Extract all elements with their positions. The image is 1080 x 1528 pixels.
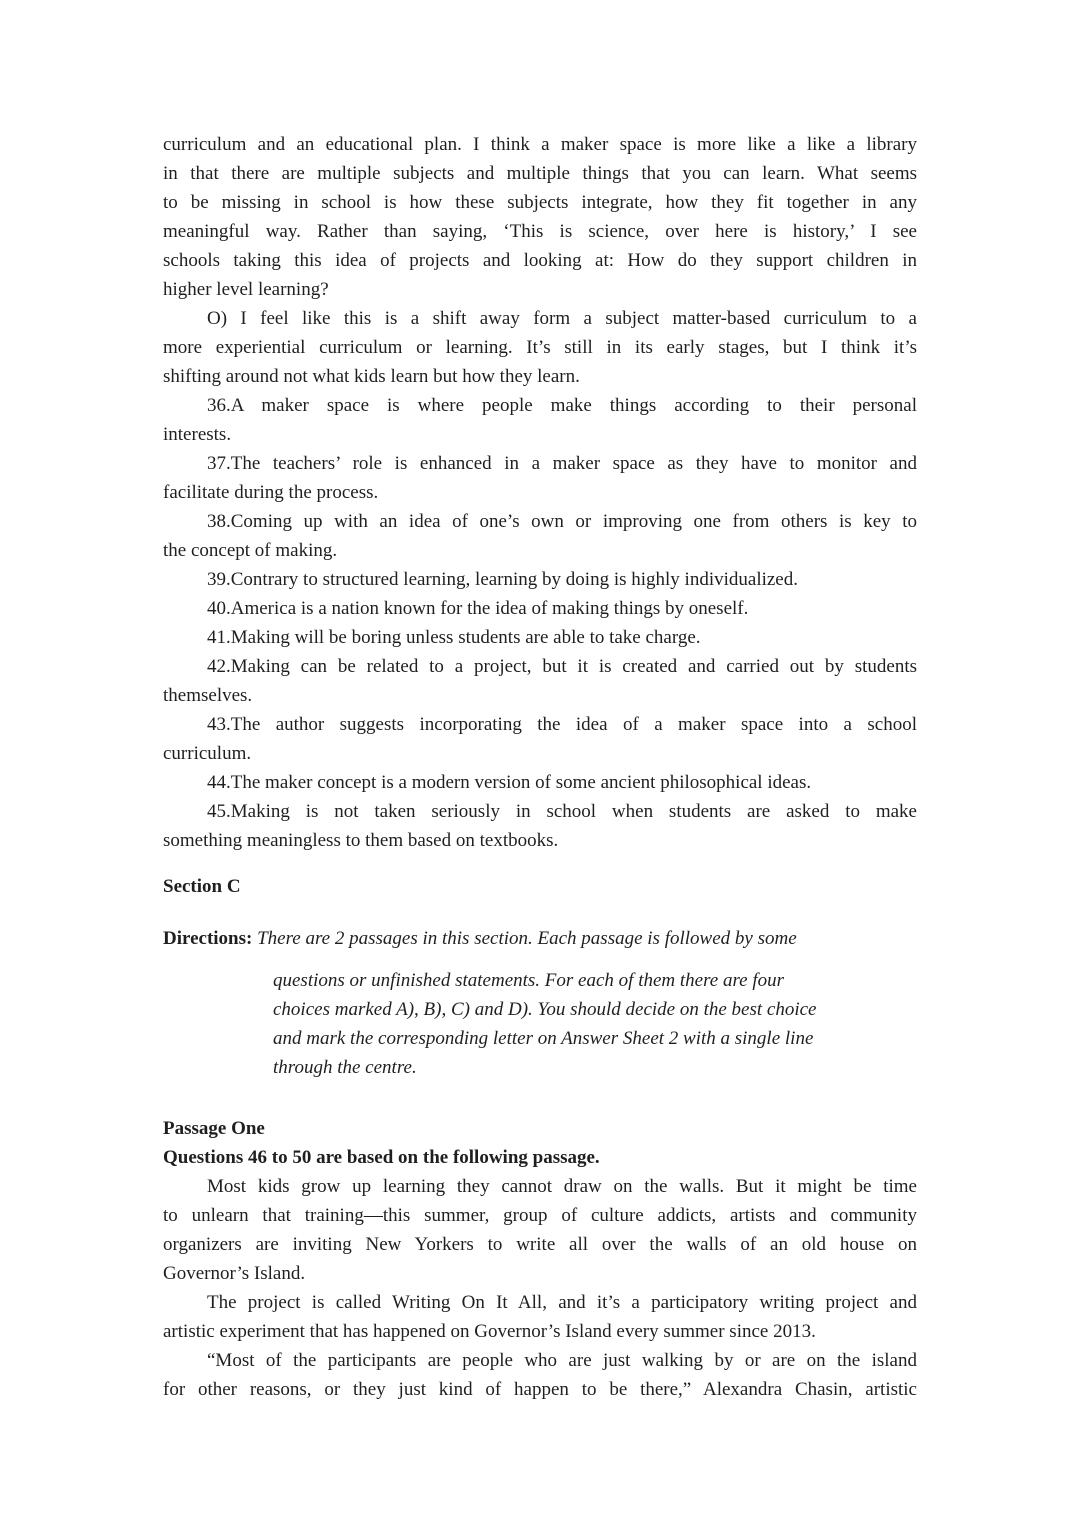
directions-continuation-line — [163, 1053, 917, 1082]
paragraph-item-o-line — [163, 362, 917, 391]
text-run: meaningful way. Rather than saying, ‘This is science, over here is history,’ I see — [163, 221, 917, 242]
statement-43 — [163, 710, 917, 768]
text-run: artistic experiment that has happened on Governor’s Island every summer since 2013. — [163, 1321, 816, 1342]
passage-paragraph-3-line — [163, 1375, 917, 1404]
text-run: curriculum. — [163, 743, 252, 764]
statement-43-line — [163, 710, 917, 739]
italic-text-run: through the centre. — [273, 1057, 417, 1078]
directions — [163, 924, 917, 953]
bold-text-run: Directions: — [163, 928, 258, 949]
text-run: Governor’s Island. — [163, 1263, 306, 1284]
directions-continuation-line — [163, 1024, 917, 1053]
paragraph-continuation-line — [163, 159, 917, 188]
text-run: 36.A maker space is where people make things according to their personal — [207, 395, 917, 416]
passage-paragraph-3 — [163, 1346, 917, 1404]
statement-45 — [163, 797, 917, 855]
text-run: 39.Contrary to structured learning, learning by doing is highly individualized. — [207, 569, 798, 590]
paragraph-continuation-line — [163, 275, 917, 304]
text-run: themselves. — [163, 685, 253, 706]
statement-41 — [163, 623, 917, 652]
paragraph-item-o — [163, 304, 917, 391]
passage-paragraph-1 — [163, 1172, 917, 1288]
text-run: in that there are multiple subjects and multiple things that you can learn. What seems — [163, 163, 917, 184]
statement-38-line — [163, 507, 917, 536]
text-run: 38.Coming up with an idea of one’s own or improving one from others is key to — [207, 511, 917, 532]
text-run: curriculum and an educational plan. I think a maker space is more like a like a library — [163, 134, 917, 155]
text-run: 44.The maker concept is a modern version of some ancient philosophical ideas. — [207, 772, 812, 793]
statement-37-line — [163, 478, 917, 507]
text-run: O) I feel like this is a shift away form a subject matter-based curriculum to a — [207, 308, 917, 329]
paragraph-continuation-line — [163, 188, 917, 217]
text-run: higher level learning? — [163, 279, 329, 300]
statement-37 — [163, 449, 917, 507]
statement-44-line — [163, 768, 917, 797]
text-run: interests. — [163, 424, 232, 445]
text-run: 45.Making is not taken seriously in school when students are asked to make — [207, 801, 917, 822]
italic-text-run: choices marked A), B), C) and D). You should decide on the best choice — [273, 999, 817, 1020]
passage-paragraph-3-line — [163, 1346, 917, 1375]
section-c-heading-line — [163, 872, 917, 901]
text-run: schools taking this idea of projects and looking at: How do they support children in — [163, 250, 917, 271]
passage-paragraph-1-line — [163, 1230, 917, 1259]
paragraph-item-o-line — [163, 333, 917, 362]
directions-continuation-line — [163, 966, 917, 995]
text-run: “Most of the participants are people who are just walking by or are on the island — [207, 1350, 917, 1371]
text-run: Most kids grow up learning they cannot draw on the walls. But it might be time — [207, 1176, 917, 1197]
text-run: facilitate during the process. — [163, 482, 379, 503]
statement-37-line — [163, 449, 917, 478]
passage-paragraph-1-line — [163, 1259, 917, 1288]
statement-45-line — [163, 826, 917, 855]
directions-line — [163, 924, 917, 953]
passage-paragraph-2-line — [163, 1317, 917, 1346]
text-run: to be missing in school is how these subjects integrate, how they fit together in any — [163, 192, 917, 213]
statement-42-line — [163, 681, 917, 710]
text-run: something meaningless to them based on textbooks. — [163, 830, 559, 851]
directions-continuation — [163, 966, 917, 1082]
passage-paragraph-1-line — [163, 1172, 917, 1201]
statement-40 — [163, 594, 917, 623]
statement-39-line — [163, 565, 917, 594]
statement-41-line — [163, 623, 917, 652]
italic-text-run: and mark the corresponding letter on Answer Sheet 2 with a single line — [273, 1028, 814, 1049]
text-run: more experiential curriculum or learning. It’s still in its early stages, but I think it’s — [163, 337, 917, 358]
passage-paragraph-2 — [163, 1288, 917, 1346]
statement-45-line — [163, 797, 917, 826]
text-run: The project is called Writing On It All, and it’s a participatory writing project and — [207, 1292, 917, 1313]
statement-40-line — [163, 594, 917, 623]
text-run: 37.The teachers’ role is enhanced in a maker space as they have to monitor and — [207, 453, 917, 474]
statement-36-line — [163, 420, 917, 449]
passage-one-heading-line — [163, 1114, 917, 1143]
text-run: for other reasons, or they just kind of happen to be there,” Alexandra Chasin, artistic — [163, 1379, 917, 1400]
statement-38-line — [163, 536, 917, 565]
passage-one-heading — [163, 1114, 917, 1172]
statement-39 — [163, 565, 917, 594]
section-c-heading — [163, 872, 917, 901]
paragraph-continuation — [163, 130, 917, 304]
passage-one-heading-line — [163, 1143, 917, 1172]
statement-42 — [163, 652, 917, 710]
text-run: the concept of making. — [163, 540, 338, 561]
text-run: 40.America is a nation known for the idea of making things by oneself. — [207, 598, 749, 619]
passage-paragraph-1-line — [163, 1201, 917, 1230]
text-run: 42.Making can be related to a project, but it is created and carried out by students — [207, 656, 917, 677]
bold-text-run: Passage One — [163, 1118, 265, 1139]
text-run: organizers are inviting New Yorkers to write all over the walls of an old house on — [163, 1234, 917, 1255]
directions-continuation-line — [163, 995, 917, 1024]
paragraph-item-o-line — [163, 304, 917, 333]
text-run: shifting around not what kids learn but how they learn. — [163, 366, 580, 387]
paragraph-continuation-line — [163, 130, 917, 159]
bold-text-run: Questions 46 to 50 are based on the following passage. — [163, 1147, 600, 1168]
statement-44 — [163, 768, 917, 797]
statement-38 — [163, 507, 917, 565]
statement-43-line — [163, 739, 917, 768]
paragraph-continuation-line — [163, 217, 917, 246]
statement-36 — [163, 391, 917, 449]
text-run: to unlearn that training—this summer, group of culture addicts, artists and community — [163, 1205, 917, 1226]
text-run: 43.The author suggests incorporating the idea of a maker space into a school — [207, 714, 917, 735]
italic-text-run: questions or unfinished statements. For each of them there are four — [273, 970, 785, 991]
bold-text-run: Section C — [163, 876, 241, 897]
statement-36-line — [163, 391, 917, 420]
text-run: 41.Making will be boring unless students are able to take charge. — [207, 627, 701, 648]
italic-text-run: There are 2 passages in this section. Each passage is followed by some — [257, 928, 797, 949]
passage-paragraph-2-line — [163, 1288, 917, 1317]
paragraph-continuation-line — [163, 246, 917, 275]
statement-42-line — [163, 652, 917, 681]
